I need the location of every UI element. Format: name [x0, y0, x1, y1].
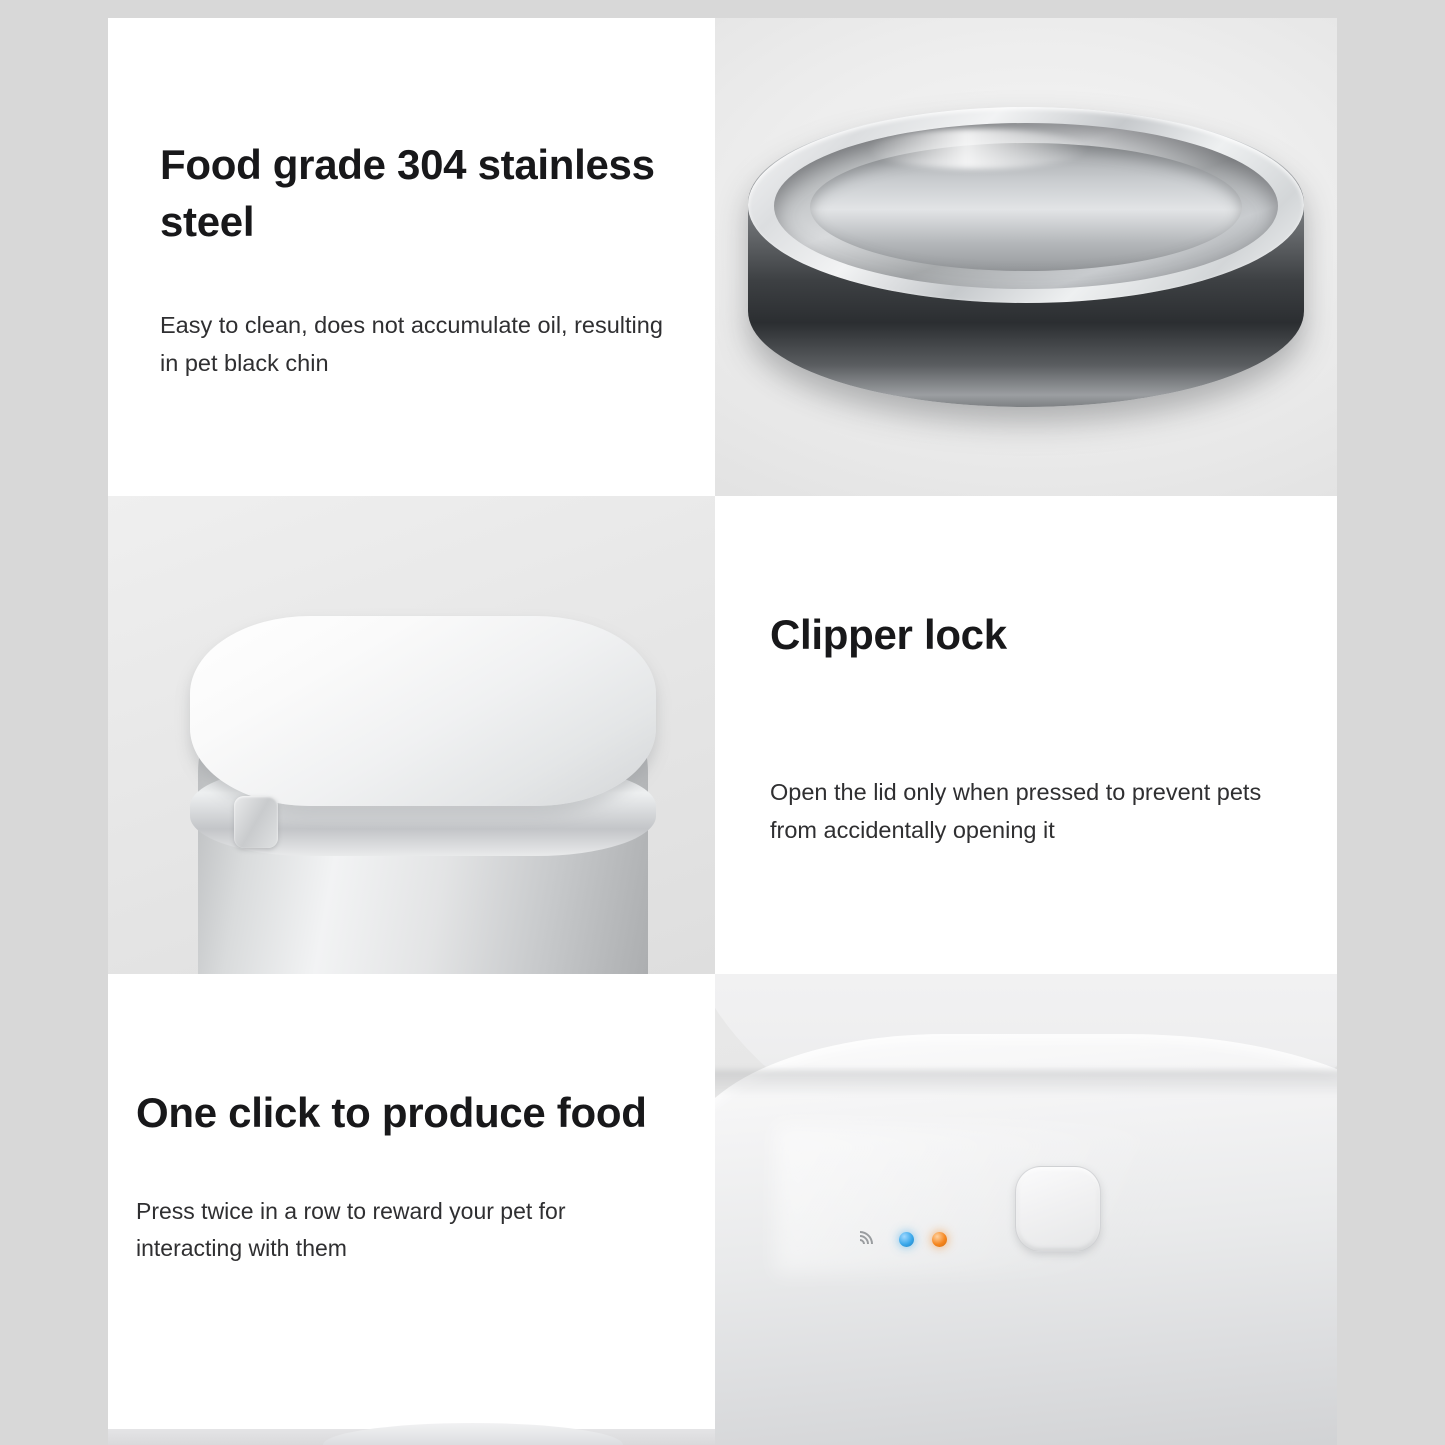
- feature-headline-stainless-steel: Food grade 304 stainless steel: [160, 141, 655, 246]
- feature-card-one-click-feed: [108, 974, 715, 1445]
- lid-object: [168, 616, 688, 974]
- feature-subtext-stainless-steel: Easy to clean, does not accumulate oil, resulting in pet black chin: [160, 312, 663, 377]
- feature-headline-one-click-feed: One click to produce food: [136, 1089, 647, 1136]
- feature-grid: [108, 18, 1337, 1445]
- orange-status-led: [932, 1232, 947, 1247]
- lid-top-surface: [190, 616, 656, 806]
- next-section-object-top: [323, 1423, 623, 1445]
- bowl-object: [748, 107, 1304, 407]
- feature-card-clipper-lock: [715, 496, 1337, 974]
- base-seam-line: [715, 1070, 1337, 1096]
- feed-button[interactable]: [1015, 1166, 1101, 1252]
- blue-status-led: [899, 1232, 914, 1247]
- feature-headline-clipper-lock: Clipper lock: [770, 611, 1007, 658]
- feeder-lid-photo: [108, 496, 715, 974]
- next-section-peek: [108, 1409, 715, 1445]
- feeder-base-button-photo: [715, 974, 1337, 1445]
- device-indicator-panel: [855, 1204, 1145, 1274]
- feature-card-stainless-steel: [108, 18, 715, 496]
- wifi-signal-icon: [855, 1227, 881, 1251]
- bowl-highlight: [868, 129, 1088, 169]
- clipper-lock-tab-icon: [234, 796, 278, 848]
- feature-subtext-one-click-feed: Press twice in a row to reward your pet for interacting with them: [136, 1198, 566, 1262]
- feature-subtext-clipper-lock: Open the lid only when pressed to prevent pets from accidentally opening it: [770, 779, 1262, 844]
- stainless-steel-bowl-photo: [715, 18, 1337, 496]
